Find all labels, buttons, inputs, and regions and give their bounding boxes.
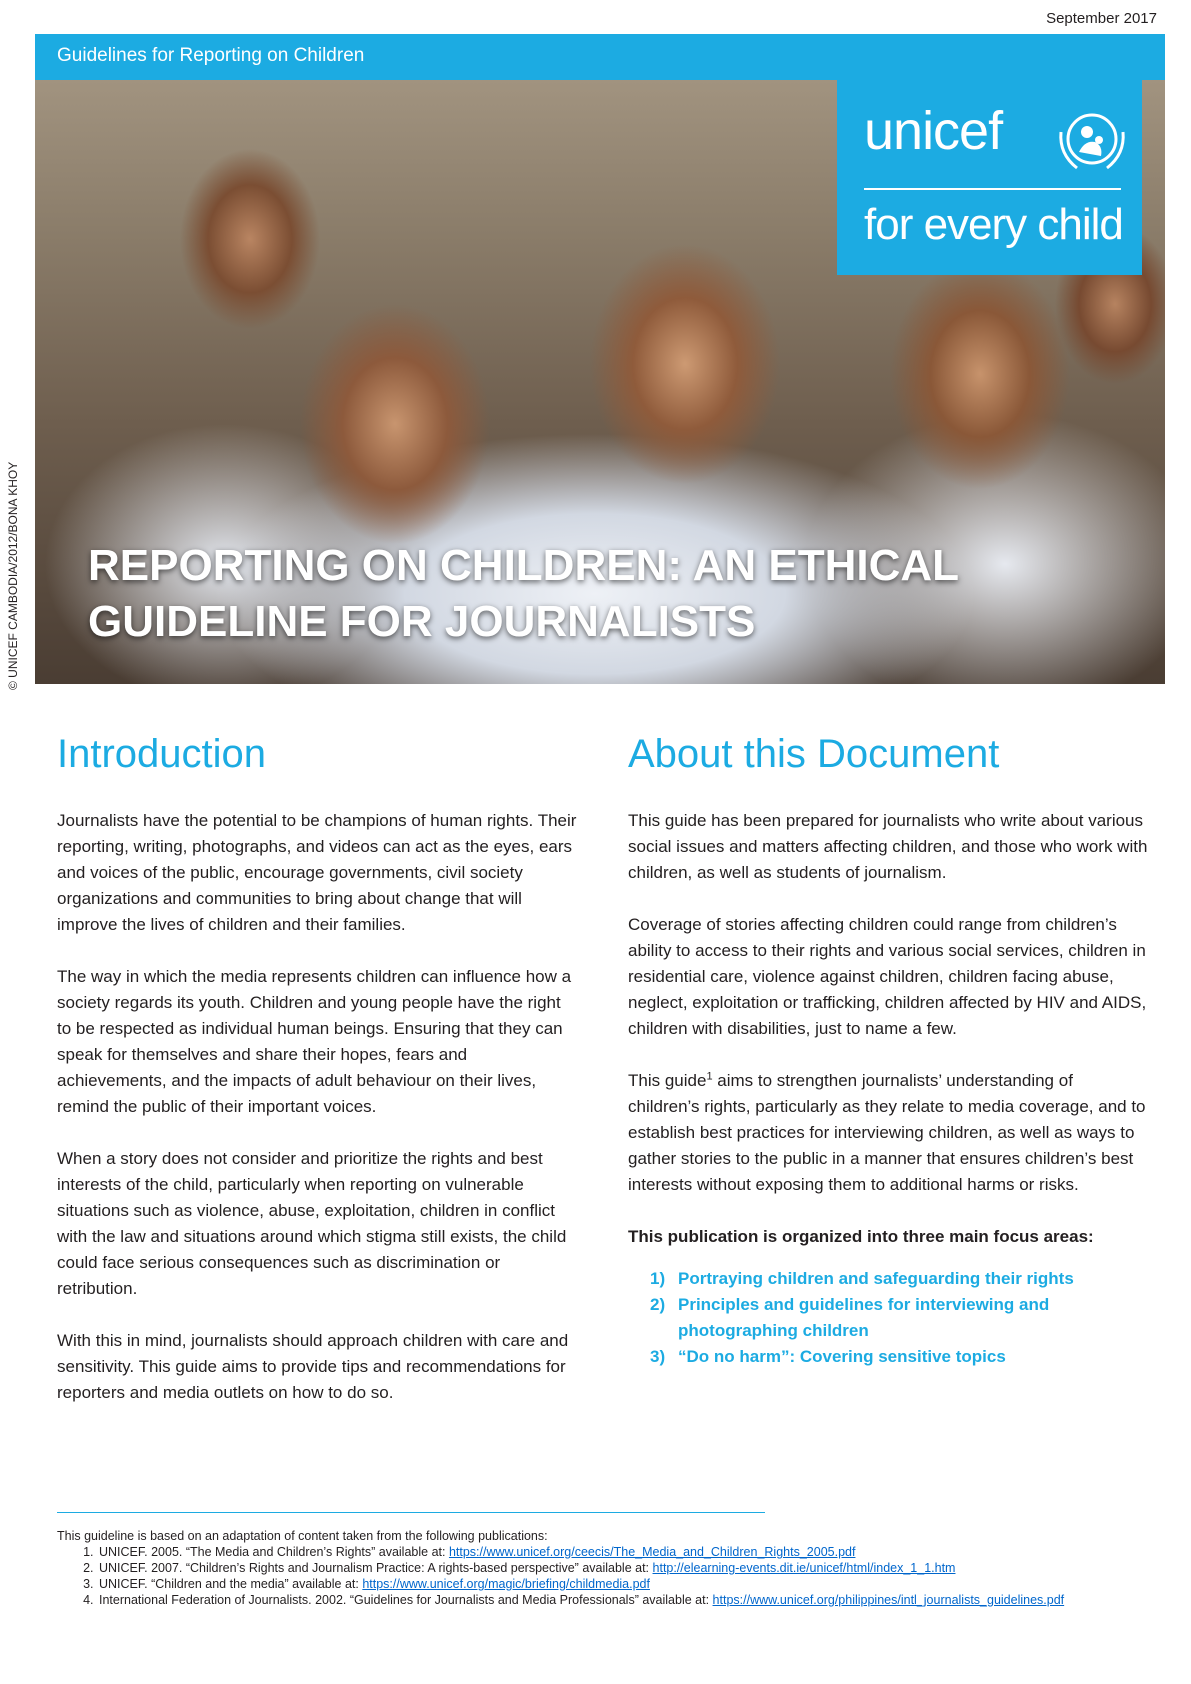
logo-wordmark: unicef xyxy=(864,101,1003,161)
footnote-text: UNICEF. 2005. “The Media and Children’s Rights” available at: xyxy=(99,1545,449,1559)
footnote-link[interactable]: https://www.unicef.org/ceecis/The_Media_and_Children_Rights_2005.pdf xyxy=(448,1545,856,1559)
series-label: Guidelines for Reporting on Children xyxy=(57,45,365,66)
about-section xyxy=(628,730,1148,1370)
footnote-marker: 1 xyxy=(706,1070,713,1083)
unicef-emblem-icon xyxy=(1055,102,1129,176)
footnote-item xyxy=(97,1592,1137,1608)
about-paragraph-2: Coverage of stories affecting children could range from children’s ability to access to their rights and various social services, children in residential care, violence against children, children facing abuse, neglect, exploitation or trafficking, children affected by HIV and AIDS, children with disabilities, just to name a few. xyxy=(628,915,1147,1038)
footnote-text: UNICEF. “Children and the media” available at: xyxy=(99,1577,363,1591)
intro-paragraph-1: Journalists have the potential to be champions of human rights. Their reporting, writing, photographs, and videos can act as the eyes, ears and voices of the public, encourage governments, civil society organizations and communities to bring about change that will improve the lives of children and their families. xyxy=(57,811,577,934)
footnote-link[interactable]: https://www.unicef.org/magic/briefing/childmedia.pdf xyxy=(362,1577,650,1591)
focus-item xyxy=(650,1344,1148,1370)
focus-areas-list xyxy=(650,1266,1148,1370)
about-heading: About this Document xyxy=(628,732,1000,776)
focus-item-text: Portraying children and safeguarding their rights xyxy=(678,1269,1074,1288)
footnote-item xyxy=(97,1544,1137,1560)
intro-paragraph-4: With this in mind, journalists should approach children with care and sensitivity. This guide aims to provide tips and recommendations for reporters and media outlets on how to do so. xyxy=(57,1331,569,1402)
focus-item-number: 3) xyxy=(650,1347,666,1366)
document-title xyxy=(88,538,959,650)
about-p3-start: This guide xyxy=(628,1071,707,1090)
footnote-divider xyxy=(57,1512,765,1513)
focus-item-text: “Do no harm”: Covering sensitive topics xyxy=(678,1347,1006,1366)
title-line-1: REPORTING ON CHILDREN: AN ETHICAL xyxy=(88,541,960,590)
footnote-item xyxy=(97,1576,1137,1592)
intro-paragraph-3: When a story does not consider and prioritize the rights and best interests of the child, particularly when reporting on vulnerable situations such as violence, abuse, exploitation, children in conflict with the law and situations around which stigma still exists, the child could face serious consequences such as discrimination or retribution. xyxy=(57,1149,567,1298)
publication-date: September 2017 xyxy=(1046,10,1157,27)
footnote-link[interactable]: https://www.unicef.org/philippines/intl_journalists_guidelines.pdf xyxy=(712,1593,1065,1607)
introduction-heading: Introduction xyxy=(57,732,267,776)
focus-areas-intro: This publication is organized into three main focus areas: xyxy=(628,1227,1094,1246)
footnote-link[interactable]: http://elearning-events.dit.ie/unicef/html/index_1_1.htm xyxy=(652,1561,956,1575)
footnotes-intro: This guideline is based on an adaptation of content taken from the following publications: xyxy=(57,1529,548,1543)
footnote-text: UNICEF. 2007. “Children’s Rights and Journalism Practice: A rights-based perspective” available at: xyxy=(99,1561,653,1575)
about-paragraph-3 xyxy=(628,1068,1148,1198)
focus-item xyxy=(650,1292,1148,1344)
focus-item-text: Principles and guidelines for interviewing and photographing children xyxy=(678,1295,1050,1340)
about-p3-rest: aims to strengthen journalists’ understanding of children’s rights, particularly as they relate to media coverage, and to establish best practices for interviewing children, as well as ways to gather stories to the public in a manner that ensures children’s best interests without exposing them to additional harms or risks. xyxy=(628,1071,1146,1194)
cover-banner xyxy=(35,34,1165,684)
introduction-section xyxy=(57,730,577,1432)
footnote-text: International Federation of Journalists. 2002. “Guidelines for Journalists and Media Professionals” available at: xyxy=(99,1593,713,1607)
unicef-logo xyxy=(837,80,1142,275)
focus-item-number: 1) xyxy=(650,1269,666,1288)
logo-tagline: for every child xyxy=(864,200,1123,249)
logo-divider xyxy=(864,188,1121,190)
about-paragraph-1: This guide has been prepared for journalists who write about various social issues and matters affecting children, and those who work with children, as well as students of journalism. xyxy=(628,811,1148,882)
footnote-item xyxy=(97,1560,1137,1576)
intro-paragraph-2: The way in which the media represents children can influence how a society regards its youth. Children and young people have the right to be respected as individual human beings. Ensuring that they can speak for themselves and share their hopes, fears and achievements, and the impacts of adult behaviour on their lives, remind the public of their important voices. xyxy=(57,967,572,1116)
focus-item xyxy=(650,1266,1148,1292)
title-line-2: GUIDELINE FOR JOURNALISTS xyxy=(88,597,756,646)
photo-credit: © UNICEF CAMBODIA/2012/BONA KHOY xyxy=(6,461,20,690)
series-bar xyxy=(35,34,1165,80)
footnotes xyxy=(57,1528,1137,1608)
focus-item-number: 2) xyxy=(650,1295,666,1314)
footnotes-list xyxy=(57,1544,1137,1608)
